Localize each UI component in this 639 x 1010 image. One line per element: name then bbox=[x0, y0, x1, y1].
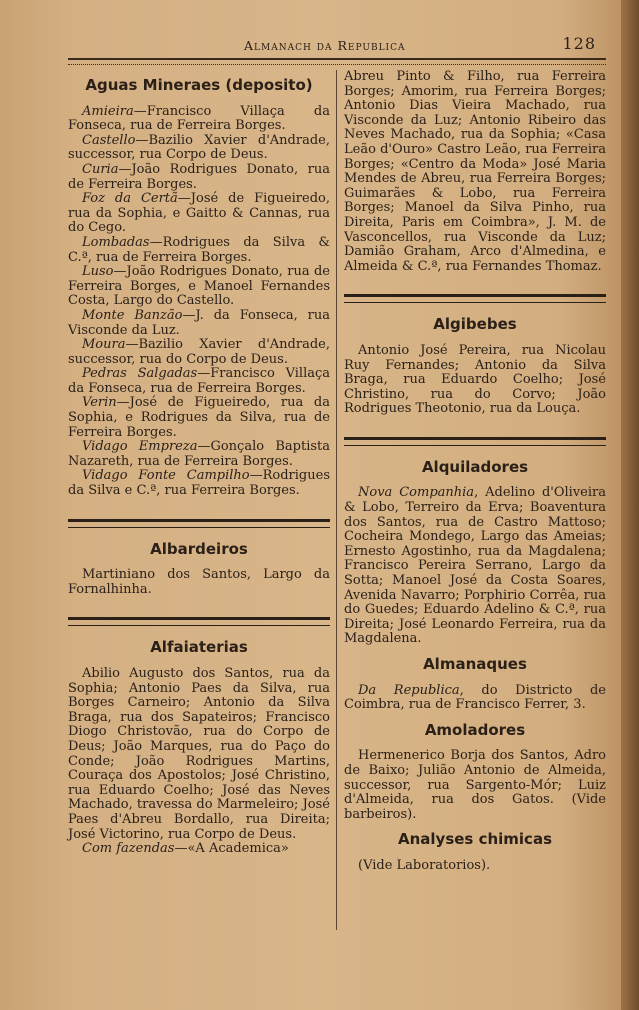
entry-name: Monte Banzão bbox=[82, 307, 183, 323]
entry-name: Curia bbox=[82, 161, 119, 177]
entry-name: Lombadas bbox=[82, 234, 150, 250]
aguas-entry bbox=[68, 163, 330, 192]
aguas-entry bbox=[68, 134, 330, 163]
alfaiaterias-text: Abilio Augusto dos Santos, rua da Sophia; Antonio Paes da Silva, rua Borges Carneiro; Antonio da Silva Braga, rua dos Sapateiros; Francisco Diogo Christovão, rua do Corpo de Deus; João Marques, rua do Paço do Conde; João Rodrigues Martins, Couraça dos Apostolos; José Christino, rua Eduardo Coelho; José das Neves Machado, travessa do Marmeleiro; José Paes d'Abreu Bordallo, rua Direita; José Victorino, rua Corpo de Deus. bbox=[68, 666, 330, 842]
right-column bbox=[344, 70, 606, 874]
entry-text: —Francisco Villaça da Fonseca, rua de Ferreira Borges. bbox=[68, 366, 331, 396]
entry-text: —Gonçalo Baptista Nazareth, rua de Ferreira Borges. bbox=[68, 439, 330, 469]
section-title-amoladores: Amoladores bbox=[424, 720, 526, 739]
alfaiaterias-last-entry bbox=[68, 842, 330, 857]
section-title-alquiladores: Alquiladores bbox=[421, 457, 529, 476]
entry-name: Amieira bbox=[82, 103, 134, 119]
entry-text: —Bazilio Xavier d'Andrade, successor, rua do Corpo de Deus. bbox=[68, 337, 330, 367]
column-divider bbox=[336, 70, 337, 930]
albardeiros-text: Martiniano dos Santos, Largo da Fornalhinha. bbox=[68, 567, 330, 597]
entry-name: Luso bbox=[82, 264, 114, 280]
aguas-entry bbox=[68, 396, 330, 440]
entry-text: —J. da Fonseca, rua Visconde da Luz. bbox=[68, 307, 330, 338]
entry-text: —Rodrigues da Silva e C.ª, rua Ferreira Borges. bbox=[68, 468, 330, 499]
entry-name: Pedras Salgadas bbox=[82, 366, 198, 382]
entry-name: Vidago Fonte Campilho bbox=[82, 468, 250, 484]
left-column bbox=[68, 70, 330, 857]
entry-name: Nova Companhia bbox=[358, 485, 475, 501]
almanaques-text bbox=[344, 684, 606, 713]
section-title-aguas: Aguas Mineraes (deposito) bbox=[85, 76, 313, 94]
section-divider bbox=[344, 437, 606, 446]
entry-name: Com fazendas bbox=[82, 841, 175, 857]
aguas-entry bbox=[68, 309, 330, 338]
aguas-entry bbox=[68, 440, 330, 469]
section-title-algibebes: Algibebes bbox=[433, 315, 517, 334]
entry-text: , do Districto de Coimbra, rua de Francisco Ferrer, 3. bbox=[344, 682, 607, 713]
page-number: 128 bbox=[562, 34, 596, 53]
entry-text: —Rodrigues da Silva & C.ª, rua de Ferreira Borges. bbox=[68, 234, 330, 265]
aguas-entry bbox=[68, 192, 330, 236]
amoladores-text: Hermenerico Borja dos Santos, Adro de Baixo; Julião Antonio de Almeida, successor, rua Sargento-Mór; Luiz d'Almeida, rua dos Gatos. (Vide barbeiros). bbox=[344, 748, 606, 822]
entry-text: —João Rodrigues Donato, rua de Ferreira Borges, e Manoel Fernandes Costa, Largo do Castello. bbox=[68, 264, 330, 309]
section-title-alfaiaterias: Alfaiaterias bbox=[150, 638, 248, 657]
section-title-almanaques: Almanaques bbox=[423, 655, 527, 673]
aguas-entry bbox=[68, 367, 330, 396]
entry-name: Foz da Certã bbox=[82, 191, 178, 207]
entry-name: Da Republica bbox=[358, 682, 460, 698]
entry-text: —João Rodrigues Donato, rua de Ferreira Borges. bbox=[68, 161, 330, 192]
entry-text: , Adelino d'Oliveira & Lobo, Terreiro da Erva; Boaventura dos Santos, rua de Castro Mattoso; Cocheira Mondego, Largo das Ameias; Ernesto Agostinho, rua da Magdalena; Francisco Pereira Serrano, Largo da Sotta; Manoel José da Costa Soares, Avenida Navarro; Porphirio Corrêa, rua do Guedes; Eduardo Adelino & C.ª, rua Direita; José Leonardo Ferreira, rua da Magdalena. bbox=[344, 485, 606, 647]
section-title-analyses: Analyses chimicas bbox=[397, 830, 552, 849]
aguas-list bbox=[68, 105, 330, 499]
header-rule bbox=[68, 58, 606, 65]
section-divider bbox=[68, 519, 330, 528]
entry-name: Verin bbox=[82, 395, 117, 411]
entry-text: —José de Figueiredo, rua da Sophia, e Gaitto & Cannas, rua do Cego. bbox=[68, 191, 330, 236]
analyses-text: (Vide Laboratorios). bbox=[358, 857, 491, 873]
book-spine bbox=[621, 0, 639, 1010]
alquiladores-text bbox=[344, 486, 606, 647]
section-title-albardeiros: Albardeiros bbox=[150, 539, 248, 558]
aguas-entry bbox=[68, 265, 330, 309]
algibebes-text: Antonio José Pereira, rua Nicolau Ruy Fernandes; Antonio da Silva Braga, rua Eduardo Coelho; José Christino, rua do Corvo; João Rodrigues Theotonio, rua da Louça. bbox=[344, 342, 606, 417]
aguas-entry bbox=[68, 236, 330, 265]
section-divider bbox=[344, 294, 606, 303]
header-title: Almanach da Republica bbox=[244, 38, 406, 53]
section-divider bbox=[68, 617, 330, 626]
entry-name: Vidago Empreza bbox=[82, 439, 198, 455]
entry-text: —José de Figueiredo, rua da Sophia, e Rodrigues da Silva, rua de Ferreira Borges. bbox=[68, 395, 330, 440]
continuation-text: Abreu Pinto & Filho, rua Ferreira Borges; Amorim, rua Ferreira Borges; Antonio Dias Vieira Machado, rua Visconde da Luz; Antonio Ribeiro das Neves Machado, rua da Sophia; «Casa Leão d'Ouro» Castro Leão, rua Ferreira Borges; «Centro da Moda» José Maria Mendes de Abreu, rua Ferreira Borges; Guimarães & Lobo, rua Ferreira Borges; Manoel da Silva Pinho, rua Direita, Paris em Coimbra», J. M. de Vasconcellos, rua Visconde da Luz; Damião Graham, Arco d'Almedina, e Almeida & C.ª, rua Fernandes Thomaz. bbox=[344, 69, 606, 274]
entry-text: —Bazilio Xavier d'Andrade, successor, rua Corpo de Deus. bbox=[68, 132, 330, 163]
running-header bbox=[68, 34, 608, 56]
aguas-entry bbox=[68, 105, 330, 134]
aguas-entry bbox=[68, 338, 330, 367]
entry-text: —«A Academica» bbox=[174, 841, 289, 857]
entry-name: Castello bbox=[82, 132, 136, 148]
entry-text: —Francisco Villaça da Fonseca, rua de Ferreira Borges. bbox=[68, 103, 330, 134]
entry-name: Moura bbox=[82, 337, 126, 353]
aguas-entry bbox=[68, 469, 330, 498]
